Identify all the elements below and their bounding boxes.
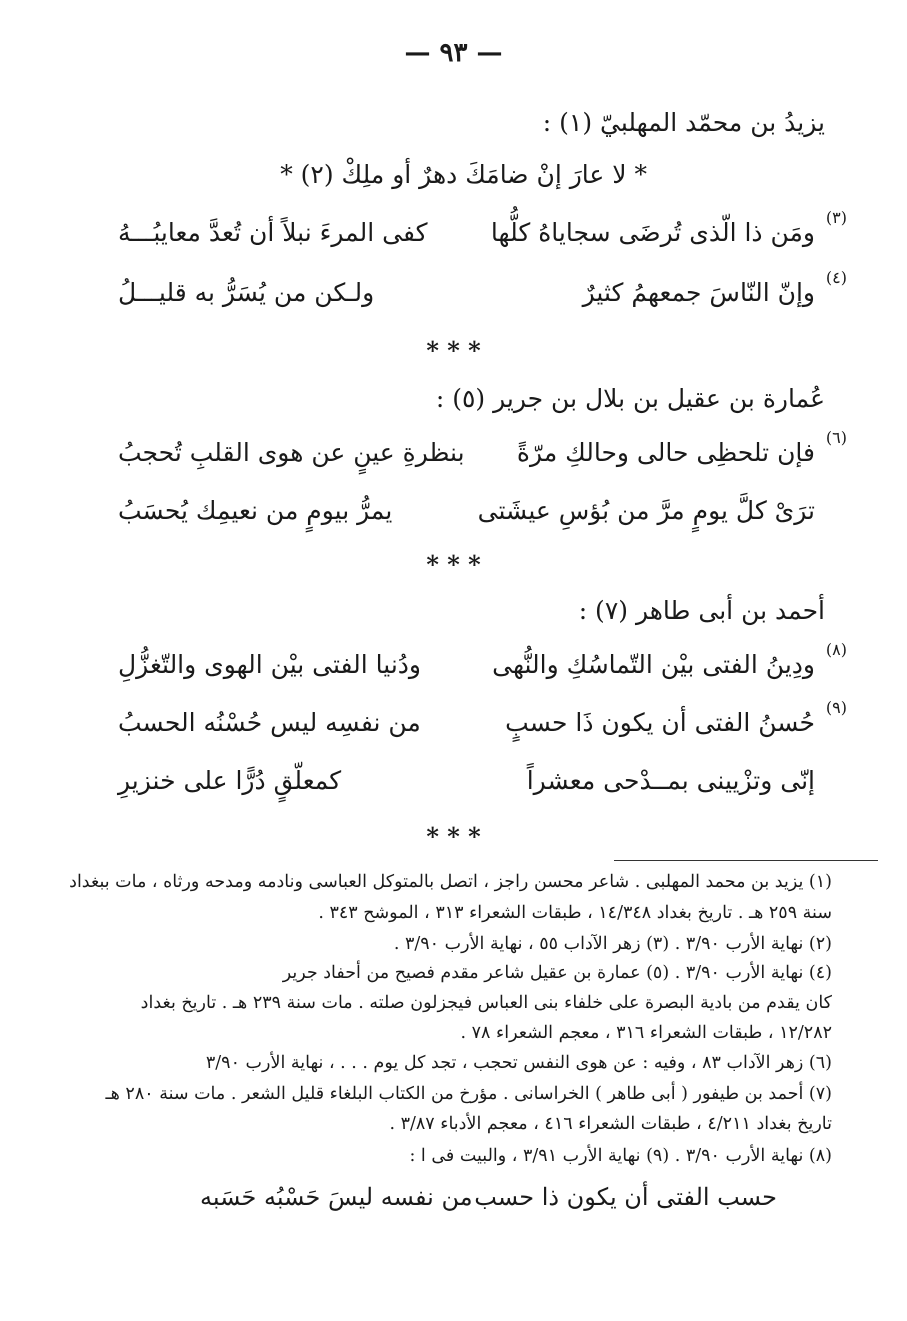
poet-name: يزيدُ بن محمّد المهلبيّ (١) : bbox=[542, 108, 825, 137]
hemistich-first: إنّى وتزْيينى بمــدْحى معشراً bbox=[526, 766, 815, 795]
hemistich-second: كمعلّقٍ دُرًّا على خنزيرِ bbox=[118, 766, 342, 795]
verse-line bbox=[118, 268, 847, 318]
hemistich-second: من نفسه ليسَ حَسْبُه حَسَبه bbox=[200, 1183, 473, 1211]
page-number: — ٩٣ — bbox=[404, 38, 503, 68]
footnote-line: (١) يزيد بن محمد المهلبى . شاعر محسن راجز ، اتصل بالمتوكل العباسى ونادمه ومدحه ورثاه ، مات ببغداد bbox=[69, 872, 832, 892]
footnote-divider bbox=[614, 860, 878, 861]
hemistich-second: ودُنيا الفتى بيْن الهوى والتّغزُّلِ bbox=[118, 650, 422, 679]
footnote-line: (٤) نهاية الأرب ٣/٩٠ . (٥) عمارة بن عقيل شاعر مقدم فصيح من أحفاد جرير bbox=[282, 963, 832, 983]
section-separator: * * * bbox=[426, 822, 481, 851]
hemistich-first: ودِينُ الفتى بيْن التّماسُكِ والنُّهى bbox=[492, 650, 815, 679]
footnote-line: (٢) نهاية الأرب ٣/٩٠ . (٣) زهر الآداب ٥٥ ، نهاية الأرب ٣/٩٠ . bbox=[393, 934, 832, 954]
verse-line bbox=[118, 428, 847, 478]
footnote-line: (٦) زهر الآداب ٨٣ ، وفيه : عن هوى النفس تحجب ، تجد كل يوم . . . ، نهاية الأرب ٣/٩٠ bbox=[205, 1053, 832, 1073]
hemistich-first: حسب الفتى أن يكون ذا حسب bbox=[474, 1183, 777, 1211]
verse-line bbox=[118, 640, 847, 690]
hemistich-first: ومَن ذا الّذى تُرضَى سجاياهُ كلُّها bbox=[490, 218, 815, 247]
hemistich-second: يمرُّ بيومٍ من نعيمِك يُحسَبُ bbox=[118, 496, 393, 525]
footnote-line: كان يقدم من بادية البصرة على خلفاء بنى العباس فيجزلون صلته . مات سنة ٢٣٩ هـ . تاريخ بغداد bbox=[140, 993, 832, 1013]
footnote-line: ١٢/٢٨٢ ، طبقات الشعراء ٣١٦ ، معجم الشعراء ٧٨ . bbox=[460, 1023, 832, 1043]
footnote-verse bbox=[200, 1183, 777, 1219]
footnote-ref: (٤) bbox=[825, 268, 847, 287]
poet-name: عُمارة بن عقيل بن بلال بن جرير (٥) : bbox=[435, 384, 825, 413]
hemistich-first: فإن تلحظِى حالى وحالكِ مرّةً bbox=[516, 438, 815, 467]
footnote-ref: (٦) bbox=[825, 428, 847, 447]
verse-line bbox=[118, 766, 815, 806]
hemistich-first: حُسنُ الفتى أن يكون ذَا حسبٍ bbox=[505, 708, 815, 737]
hemistich-second: كفى المرءَ نبلاً أن تُعدَّ معايبُـــهُ bbox=[118, 218, 428, 247]
opening-hemistich: * لا عارَ إنْ ضامَكَ دهرٌ أو ملِكْ (٢) * bbox=[280, 160, 647, 189]
hemistich-second: بنظرةِ عينٍ عن هوى القلبِ تُحجبُ bbox=[118, 438, 465, 467]
verse-line bbox=[118, 496, 815, 536]
footnote-ref: (٨) bbox=[825, 640, 847, 659]
section-separator: * * * bbox=[426, 550, 481, 579]
poet-name: أحمد بن أبى طاهر (٧) : bbox=[578, 596, 825, 625]
footnote-line: تاريخ بغداد ٤/٢١١ ، طبقات الشعراء ٤١٦ ، معجم الأدباء ٣/٨٧ . bbox=[389, 1114, 832, 1134]
footnote-line: (٧) أحمد بن طيفور ( أبى طاهر ) الخراسانى . مؤرخ من الكتاب البلغاء قليل الشعر . مات سنة ٢٨٠ هـ bbox=[105, 1084, 832, 1104]
hemistich-second: ولـكن من يُسَرُّ به قليـــلُ bbox=[118, 278, 375, 307]
hemistich-first: ترَىْ كلَّ يومٍ مرَّ من بُؤسِ عيشَتى bbox=[477, 496, 815, 525]
verse-line bbox=[118, 208, 847, 258]
footnote-line: سنة ٢٥٩ هـ . تاريخ بغداد ١٤/٣٤٨ ، طبقات الشعراء ٣١٣ ، الموشح ٣٤٣ . bbox=[318, 903, 832, 923]
hemistich-first: وإنّ النّاسَ جمعهمُ كثيرٌ bbox=[582, 278, 815, 307]
verse-line bbox=[118, 698, 847, 748]
footnote-line: (٨) نهاية الأرب ٣/٩٠ . (٩) نهاية الأرب ٣/٩١ ، والبيت فى ا : bbox=[409, 1146, 832, 1166]
footnote-ref: (٣) bbox=[825, 208, 847, 227]
section-separator: * * * bbox=[426, 336, 481, 365]
footnote-ref: (٩) bbox=[825, 698, 847, 717]
hemistich-second: من نفسِه ليس حُسْنُه الحسبُ bbox=[118, 708, 421, 737]
